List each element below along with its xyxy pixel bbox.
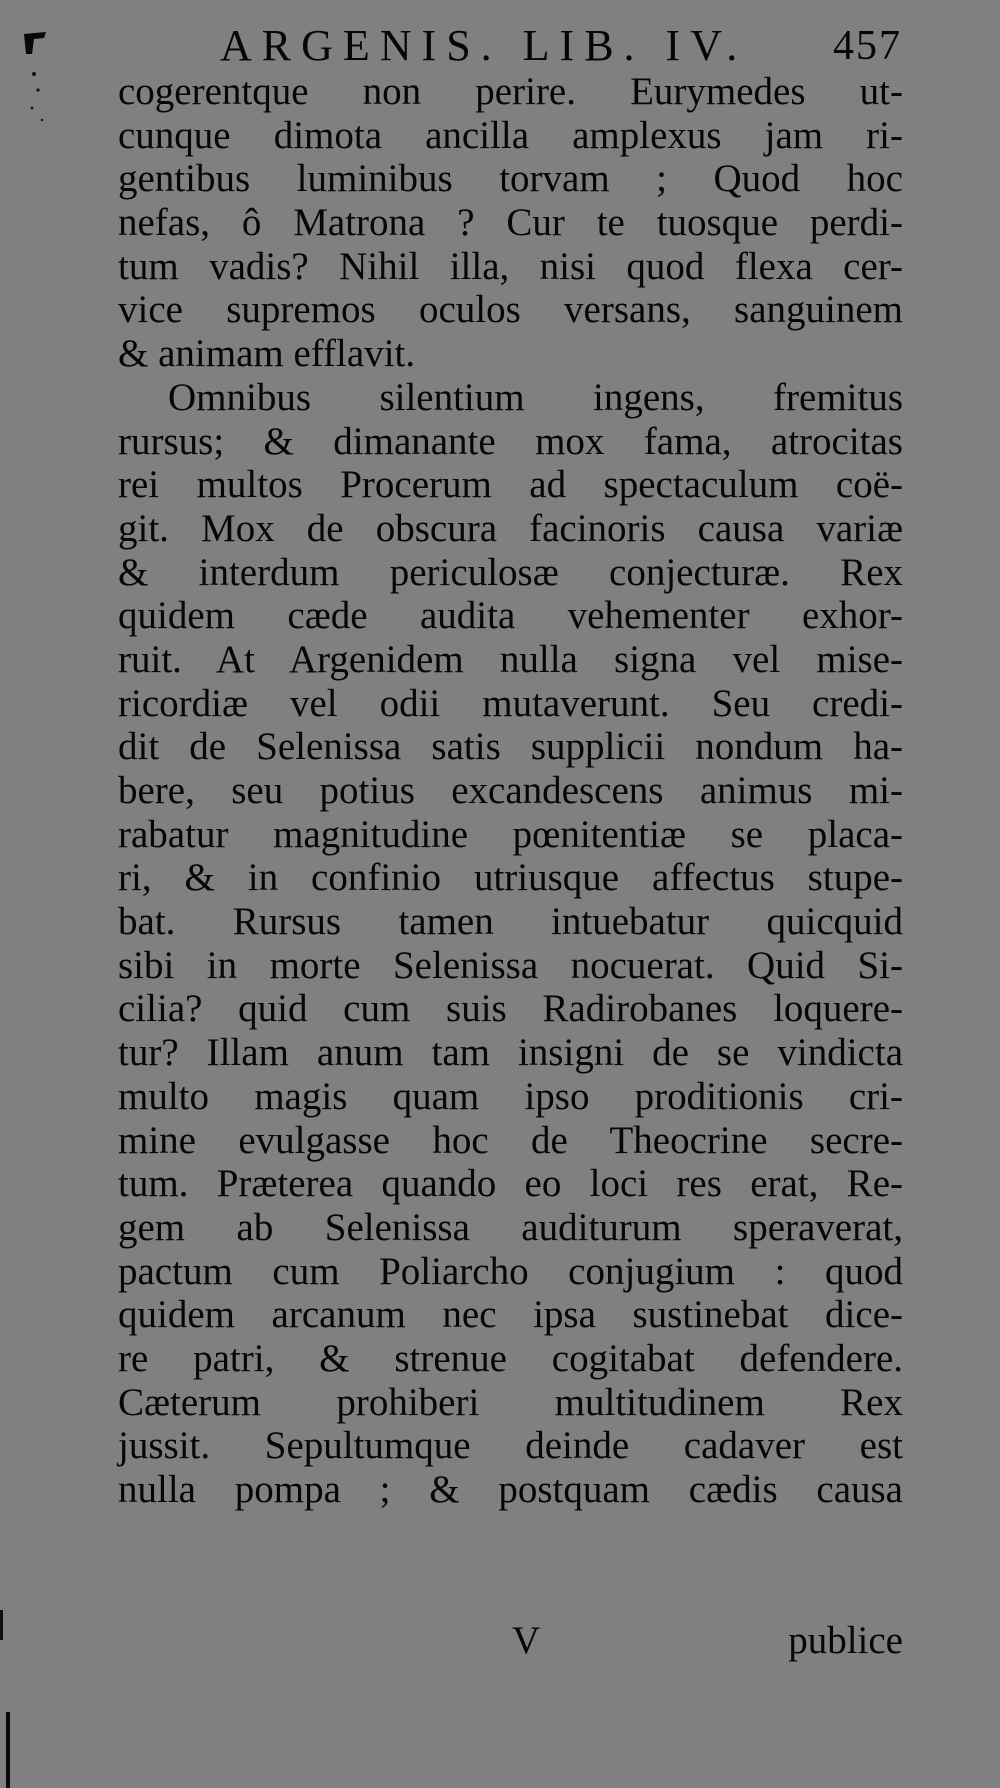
text-line: rei multos Procerum ad spectaculum coë-: [118, 463, 903, 507]
text-line: tum. Præterea quando eo loci res erat, Re-: [118, 1162, 903, 1206]
text-line: nulla pompa ; & postquam cædis causa: [118, 1468, 903, 1511]
text-line: cunque dimota ancilla amplexus jam ri-: [118, 113, 903, 157]
text-line: gentibus luminibus torvam ; Quod hoc: [118, 157, 903, 201]
catchword: publice: [788, 1619, 903, 1662]
text-line: bere, seu potius excandescens animus mi-: [118, 769, 903, 812]
text-line: & animam efflavit.: [118, 332, 416, 376]
text-line: rabatur magnitudine pœnitentiæ se placa-: [118, 812, 903, 856]
body-text: [118, 70, 903, 1512]
text-line: re patri, & strenue cogitabat defendere.: [118, 1336, 903, 1380]
text-line: tum vadis? Nihil illa, nisi quod flexa cer-: [118, 244, 903, 288]
text-line: cilia? quid cum suis Radirobanes loquere-: [118, 987, 903, 1031]
text-line: dit de Selenissa satis supplicii nondum ha-: [118, 725, 903, 769]
text-line: rursus; & dimanante mox fama, atrocitas: [118, 419, 903, 463]
text-line: ri, & in confinio utriusque affectus stupe-: [118, 856, 903, 900]
page-footer: [118, 1618, 903, 1668]
text-line: vice supremos oculos versans, sanguinem: [118, 288, 903, 332]
text-line: cogerentque non perire. Eurymedes ut-: [118, 70, 903, 113]
text-line: jussit. Sepultumque deinde cadaver est: [118, 1424, 903, 1468]
text-line: pactum cum Poliarcho conjugium : quod: [118, 1249, 903, 1293]
running-head: [190, 18, 910, 78]
text-line: ruit. At Argenidem nulla signa vel mise-: [118, 637, 903, 681]
text-line: quidem arcanum nec ipsa sustinebat dice-: [118, 1293, 903, 1337]
text-line: tur? Illam anum tam insigni de se vindicta: [118, 1031, 903, 1075]
text-line: gem ab Selenissa auditurum speraverat,: [118, 1205, 903, 1249]
text-line: multo magis quam ipso proditionis cri-: [118, 1074, 903, 1118]
running-head-title: ARGENIS. LIB. IV.: [220, 21, 748, 70]
page-number: 457: [833, 23, 902, 69]
text-line: mine evulgasse hoc de Theocrine secre-: [118, 1118, 903, 1162]
gutter-edge-line: [6, 1712, 10, 1788]
text-line: git. Mox de obscura facinoris causa variæ: [118, 506, 903, 550]
ink-specks-icon: [26, 68, 56, 138]
ink-mark-icon: [22, 30, 48, 56]
text-line: sibi in morte Selenissa nocuerat. Quid Si-: [118, 943, 903, 987]
margin-mark: [0, 1610, 3, 1640]
text-line: ricordiæ vel odii mutaverunt. Seu credi-: [118, 681, 903, 725]
paragraph-first-line: Omnibus silentium ingens, fremitus: [168, 375, 903, 419]
text-line: & interdum periculosæ conjecturæ. Rex: [118, 550, 903, 594]
signature-mark: V: [512, 1619, 541, 1662]
text-line: bat. Rursus tamen intuebatur quicquid: [118, 900, 903, 944]
text-line: quidem cæde audita vehementer exhor-: [118, 594, 903, 638]
text-line: Cæterum prohiberi multitudinem Rex: [118, 1380, 903, 1424]
text-line: nefas, ô Matrona ? Cur te tuosque perdi-: [118, 201, 903, 245]
